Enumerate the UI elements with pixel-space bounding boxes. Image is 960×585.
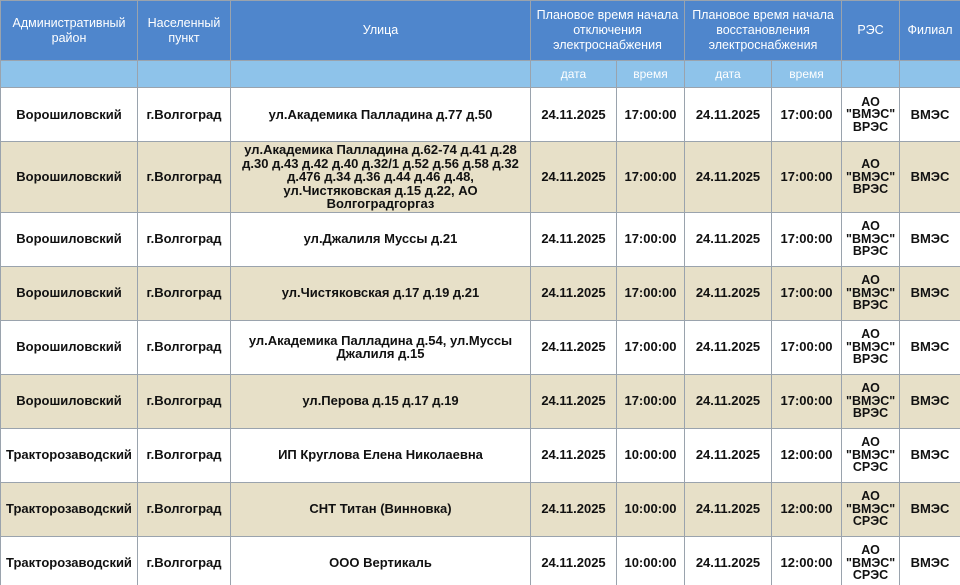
cell-locality: г.Волгоград bbox=[138, 142, 231, 213]
cell-district: Ворошиловский bbox=[1, 266, 138, 320]
table-row bbox=[1, 536, 960, 585]
cell-on-time: 17:00:00 bbox=[772, 266, 842, 320]
cell-locality: г.Волгоград bbox=[138, 536, 231, 585]
cell-locality: г.Волгоград bbox=[138, 320, 231, 374]
subheader-row bbox=[1, 61, 960, 88]
cell-res: АО "ВМЭС" СРЭС bbox=[842, 536, 900, 585]
cell-street: ООО Вертикаль bbox=[231, 536, 531, 585]
table-row bbox=[1, 266, 960, 320]
cell-district: Тракторозаводский bbox=[1, 428, 138, 482]
cell-res: АО "ВМЭС" ВРЭС bbox=[842, 142, 900, 213]
cell-district: Ворошиловский bbox=[1, 374, 138, 428]
cell-on-time: 17:00:00 bbox=[772, 374, 842, 428]
subheader-off-time: время bbox=[617, 61, 685, 88]
cell-on-date: 24.11.2025 bbox=[685, 482, 772, 536]
subheader-off-date: дата bbox=[531, 61, 617, 88]
cell-branch: ВМЭС bbox=[900, 88, 960, 142]
cell-on-time: 12:00:00 bbox=[772, 428, 842, 482]
cell-street: ул.Академика Палладина д.77 д.50 bbox=[231, 88, 531, 142]
cell-branch: ВМЭС bbox=[900, 536, 960, 585]
cell-res: АО "ВМЭС" ВРЭС bbox=[842, 88, 900, 142]
table-row bbox=[1, 374, 960, 428]
cell-off-time: 10:00:00 bbox=[617, 428, 685, 482]
cell-locality: г.Волгоград bbox=[138, 428, 231, 482]
cell-res: АО "ВМЭС" СРЭС bbox=[842, 428, 900, 482]
header-row bbox=[1, 1, 960, 61]
subheader-empty bbox=[138, 61, 231, 88]
cell-res: АО "ВМЭС" ВРЭС bbox=[842, 266, 900, 320]
cell-branch: ВМЭС bbox=[900, 374, 960, 428]
cell-off-time: 17:00:00 bbox=[617, 266, 685, 320]
header-street: Улица bbox=[231, 1, 531, 61]
header-res: РЭС bbox=[842, 1, 900, 61]
cell-on-date: 24.11.2025 bbox=[685, 374, 772, 428]
cell-on-time: 17:00:00 bbox=[772, 320, 842, 374]
header-branch: Филиал bbox=[900, 1, 960, 61]
cell-on-date: 24.11.2025 bbox=[685, 212, 772, 266]
cell-on-time: 17:00:00 bbox=[772, 212, 842, 266]
cell-off-date: 24.11.2025 bbox=[531, 374, 617, 428]
cell-branch: ВМЭС bbox=[900, 320, 960, 374]
header-off-time: Плановое время начала отключения электроснабжения bbox=[531, 1, 685, 61]
cell-on-time: 17:00:00 bbox=[772, 88, 842, 142]
table-row bbox=[1, 320, 960, 374]
cell-locality: г.Волгоград bbox=[138, 88, 231, 142]
cell-district: Ворошиловский bbox=[1, 320, 138, 374]
header-district: Административный район bbox=[1, 1, 138, 61]
subheader-on-date: дата bbox=[685, 61, 772, 88]
subheader-empty bbox=[842, 61, 900, 88]
cell-on-date: 24.11.2025 bbox=[685, 142, 772, 213]
table-row bbox=[1, 212, 960, 266]
cell-on-date: 24.11.2025 bbox=[685, 88, 772, 142]
cell-street: ул.Чистяковская д.17 д.19 д.21 bbox=[231, 266, 531, 320]
cell-off-time: 10:00:00 bbox=[617, 482, 685, 536]
cell-branch: ВМЭС bbox=[900, 212, 960, 266]
cell-district: Тракторозаводский bbox=[1, 536, 138, 585]
cell-on-time: 17:00:00 bbox=[772, 142, 842, 213]
cell-on-time: 12:00:00 bbox=[772, 536, 842, 585]
cell-off-date: 24.11.2025 bbox=[531, 266, 617, 320]
subheader-empty bbox=[900, 61, 960, 88]
cell-locality: г.Волгоград bbox=[138, 374, 231, 428]
cell-off-time: 17:00:00 bbox=[617, 374, 685, 428]
header-on-time: Плановое время начала восстановления электроснабжения bbox=[685, 1, 842, 61]
cell-res: АО "ВМЭС" ВРЭС bbox=[842, 212, 900, 266]
cell-locality: г.Волгоград bbox=[138, 266, 231, 320]
cell-branch: ВМЭС bbox=[900, 266, 960, 320]
cell-off-date: 24.11.2025 bbox=[531, 320, 617, 374]
subheader-empty bbox=[1, 61, 138, 88]
cell-district: Ворошиловский bbox=[1, 88, 138, 142]
cell-off-date: 24.11.2025 bbox=[531, 536, 617, 585]
subheader-on-time: время bbox=[772, 61, 842, 88]
cell-on-date: 24.11.2025 bbox=[685, 266, 772, 320]
cell-locality: г.Волгоград bbox=[138, 212, 231, 266]
cell-off-time: 17:00:00 bbox=[617, 320, 685, 374]
subheader-empty bbox=[231, 61, 531, 88]
cell-street: ул.Перова д.15 д.17 д.19 bbox=[231, 374, 531, 428]
cell-district: Ворошиловский bbox=[1, 212, 138, 266]
cell-off-date: 24.11.2025 bbox=[531, 482, 617, 536]
table-row bbox=[1, 482, 960, 536]
table-row bbox=[1, 142, 960, 213]
cell-res: АО "ВМЭС" ВРЭС bbox=[842, 374, 900, 428]
cell-street: СНТ Титан (Винновка) bbox=[231, 482, 531, 536]
cell-branch: ВМЭС bbox=[900, 142, 960, 213]
cell-street: ул.Академика Палладина д.54, ул.Муссы Джалиля д.15 bbox=[231, 320, 531, 374]
cell-off-time: 17:00:00 bbox=[617, 142, 685, 213]
cell-branch: ВМЭС bbox=[900, 482, 960, 536]
cell-off-date: 24.11.2025 bbox=[531, 142, 617, 213]
cell-res: АО "ВМЭС" ВРЭС bbox=[842, 320, 900, 374]
cell-on-time: 12:00:00 bbox=[772, 482, 842, 536]
cell-off-time: 17:00:00 bbox=[617, 212, 685, 266]
cell-branch: ВМЭС bbox=[900, 428, 960, 482]
cell-on-date: 24.11.2025 bbox=[685, 428, 772, 482]
cell-off-time: 10:00:00 bbox=[617, 536, 685, 585]
cell-street: ИП Круглова Елена Николаевна bbox=[231, 428, 531, 482]
cell-on-date: 24.11.2025 bbox=[685, 320, 772, 374]
cell-off-time: 17:00:00 bbox=[617, 88, 685, 142]
cell-off-date: 24.11.2025 bbox=[531, 88, 617, 142]
table-row bbox=[1, 88, 960, 142]
cell-district: Тракторозаводский bbox=[1, 482, 138, 536]
cell-on-date: 24.11.2025 bbox=[685, 536, 772, 585]
table-row bbox=[1, 428, 960, 482]
cell-off-date: 24.11.2025 bbox=[531, 428, 617, 482]
cell-res: АО "ВМЭС" СРЭС bbox=[842, 482, 900, 536]
cell-off-date: 24.11.2025 bbox=[531, 212, 617, 266]
cell-district: Ворошиловский bbox=[1, 142, 138, 213]
cell-street: ул.Джалиля Муссы д.21 bbox=[231, 212, 531, 266]
cell-locality: г.Волгоград bbox=[138, 482, 231, 536]
cell-street: ул.Академика Палладина д.62-74 д.41 д.28 д.30 д.43 д.42 д.40 д.32/1 д.52 д.56 д.58 д.32 д.476 д.34 д.36 д.44 д.46 д.48, ул.Чистяковская д.15 д.22, АО Волгоградгоргаз bbox=[231, 142, 531, 213]
header-locality: Населенный пункт bbox=[138, 1, 231, 61]
